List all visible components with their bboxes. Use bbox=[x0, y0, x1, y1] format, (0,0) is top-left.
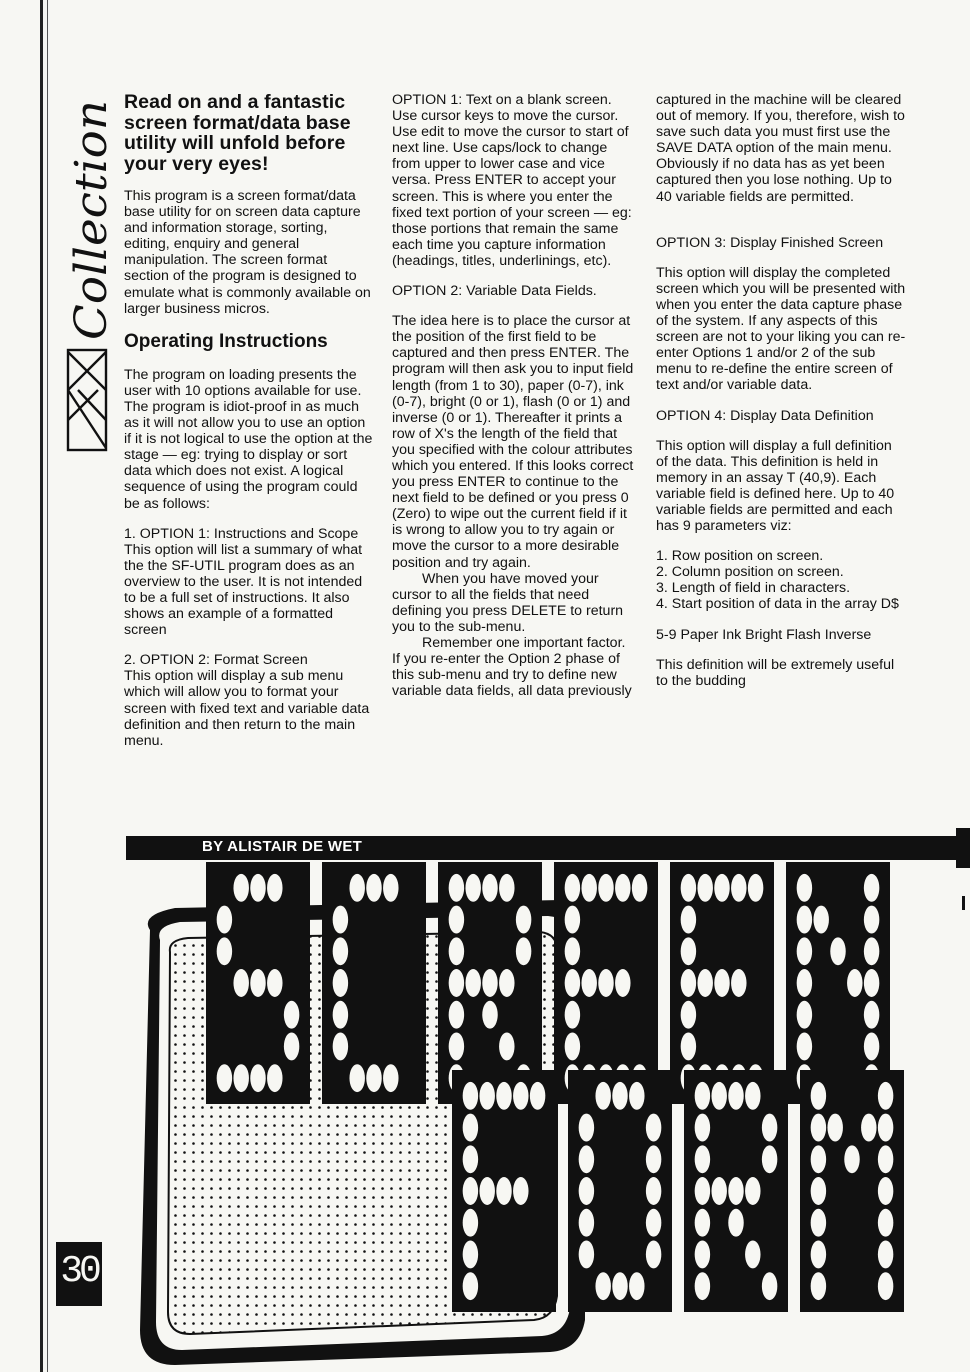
matrix-dot bbox=[797, 874, 812, 902]
matrix-dot bbox=[646, 1177, 661, 1205]
paragraph-continued: captured in the machine will be cleared out of memory. If you, therefore, wish to save such data you must first use the SAVE DATA option of the main menu. Obviously if no data has as yet been captured then you lose nothing. Up to 40 variable fields are permitted. bbox=[656, 92, 905, 205]
option4-body: This option will display a full definition of the data. This definition is held in memory in an assay T (40,9). Each variable field is defined here. Up to 40 variable fields are permitted and each has 9 parameters viz: bbox=[656, 437, 895, 535]
list-item: 4. Start position of data in the array D$ bbox=[656, 596, 899, 613]
matrix-dot bbox=[465, 874, 480, 902]
section-heading: Operating Instructions bbox=[124, 330, 328, 352]
matrix-dot bbox=[629, 1272, 644, 1300]
matrix-dot bbox=[565, 937, 580, 965]
matrix-dot bbox=[864, 1001, 879, 1029]
matrix-dot bbox=[695, 1177, 710, 1205]
matrix-dot bbox=[463, 1209, 478, 1237]
matrix-dot bbox=[250, 1064, 265, 1092]
matrix-dot bbox=[745, 1177, 760, 1205]
matrix-dot bbox=[697, 969, 712, 997]
matrix-dot bbox=[878, 1209, 893, 1237]
matrix-dot bbox=[579, 1209, 594, 1237]
matrix-dot bbox=[333, 1001, 348, 1029]
parameter-list bbox=[656, 548, 906, 612]
matrix-dot bbox=[714, 874, 729, 902]
matrix-dot bbox=[615, 874, 630, 902]
matrix-dot bbox=[813, 906, 828, 934]
option2-title: 2. OPTION 2: Format Screen bbox=[124, 652, 308, 669]
matrix-dot bbox=[233, 874, 248, 902]
column-3 bbox=[656, 92, 906, 703]
matrix-dot bbox=[463, 1082, 478, 1110]
sub-option2-body: The idea here is to place the cursor at the position of the first field to be captured and then press ENTER. The program will then ask you to input field length (from 1 to 30), paper (0-7), ink (0-7), bright (0 or 1), flash (0 or 1) and inverse (0 or 1). Thereafter it prints a row of X's the length of the field that you specified with the colour attributes which you entered. If this looks correct you press ENTER to continue to the next field to be defined or you press 0 (Zero) to wipe out the current field if it is wrong to allow you to try again or move the cursor to a more desirable position and try again. bbox=[392, 313, 634, 571]
matrix-dot bbox=[516, 906, 531, 934]
matrix-dot bbox=[579, 1145, 594, 1173]
matrix-dot bbox=[513, 1082, 528, 1110]
sub-option1-body: Use cursor keys to move the cursor. Use edit to move the cursor to start of next line. Use caps/lock to change from upper to lower case and vice versa. Press ENTER to accept your screen. This is where you enter the fixed text portion of your screen — eg: those portions that remain the same each time you capture information (headings, titles, underlinings, etc). bbox=[392, 108, 632, 269]
matrix-dot bbox=[513, 1177, 528, 1205]
matrix-dot bbox=[762, 1114, 777, 1142]
matrix-dot bbox=[695, 1114, 710, 1142]
matrix-dot bbox=[731, 969, 746, 997]
matrix-dot bbox=[565, 969, 580, 997]
matrix-dot bbox=[449, 874, 464, 902]
sub-option2-title: OPTION 2: Variable Data Fields. bbox=[392, 283, 597, 300]
matrix-dot bbox=[811, 1145, 826, 1173]
matrix-dot bbox=[217, 906, 232, 934]
matrix-dot bbox=[479, 1177, 494, 1205]
matrix-dot bbox=[598, 969, 613, 997]
matrix-dot bbox=[728, 1209, 743, 1237]
matrix-dot bbox=[695, 1209, 710, 1237]
matrix-dot bbox=[811, 1082, 826, 1110]
matrix-dot bbox=[565, 906, 580, 934]
matrix-dot bbox=[383, 1064, 398, 1092]
matrix-dot bbox=[496, 1082, 511, 1110]
page-number-box bbox=[56, 1242, 102, 1306]
matrix-dot bbox=[217, 1064, 232, 1092]
matrix-dot bbox=[864, 969, 879, 997]
matrix-dot bbox=[864, 1032, 879, 1060]
matrix-dot bbox=[366, 1064, 381, 1092]
matrix-dot bbox=[811, 1114, 826, 1142]
matrix-dot bbox=[463, 1145, 478, 1173]
masthead-logo bbox=[62, 90, 112, 460]
matrix-dot bbox=[349, 874, 364, 902]
matrix-dot bbox=[595, 1272, 610, 1300]
matrix-dot bbox=[681, 937, 696, 965]
matrix-dot bbox=[217, 937, 232, 965]
matrix-dot bbox=[811, 1209, 826, 1237]
matrix-dot bbox=[830, 937, 845, 965]
matrix-dot bbox=[681, 969, 696, 997]
matrix-dot bbox=[233, 969, 248, 997]
matrix-dot bbox=[581, 874, 596, 902]
matrix-dot bbox=[482, 969, 497, 997]
option2-body: This option will display a sub menu which will allow you to format your screen with fixed text and variable data definition and then return to the main menu. bbox=[124, 668, 370, 749]
matrix-dot bbox=[728, 1177, 743, 1205]
option3-body: This option will display the completed screen which you will be presented with when you enter the data capture phase of the system. If any aspects of this screen are not to your liking you can re-enter Options 1 and/or 2 of the sub menu to re-define the entire screen of text and/or variable data. bbox=[656, 264, 906, 394]
option1-body: This option will list a summary of what the the SF-UTIL program does as an overview to the user. It is not intended to be a full set of instructions. It also shows an example of a formatted screen bbox=[124, 541, 363, 639]
matrix-dot bbox=[797, 937, 812, 965]
matrix-dot bbox=[748, 874, 763, 902]
matrix-dot bbox=[463, 1114, 478, 1142]
matrix-dot bbox=[646, 1145, 661, 1173]
matrix-dot bbox=[811, 1272, 826, 1300]
matrix-dot bbox=[482, 1001, 497, 1029]
matrix-dot bbox=[333, 969, 348, 997]
matrix-dot bbox=[516, 937, 531, 965]
matrix-dot bbox=[284, 1001, 299, 1029]
matrix-dot bbox=[811, 1177, 826, 1205]
matrix-dot bbox=[333, 937, 348, 965]
matrix-dot bbox=[612, 1272, 627, 1300]
matrix-dot bbox=[878, 1272, 893, 1300]
matrix-dot bbox=[499, 874, 514, 902]
matrix-dot bbox=[565, 1001, 580, 1029]
matrix-dot bbox=[267, 874, 282, 902]
operating-paragraph: The program on loading presents the user with 10 options available for use. The program is idiot-proof in as much as it will not allow you to use an option if it is not logical to use the option at the stage — eg: trying to display or sort data which does not exist. A logical sequence of using the program could be as follows: bbox=[124, 366, 373, 512]
matrix-dot bbox=[762, 1145, 777, 1173]
matrix-dot bbox=[449, 906, 464, 934]
matrix-dot bbox=[463, 1240, 478, 1268]
matrix-dot bbox=[449, 1001, 464, 1029]
matrix-dot bbox=[878, 1240, 893, 1268]
matrix-dot bbox=[479, 1082, 494, 1110]
matrix-dot bbox=[681, 1032, 696, 1060]
matrix-dot bbox=[463, 1272, 478, 1300]
matrix-dot bbox=[579, 1240, 594, 1268]
matrix-dot bbox=[629, 1082, 644, 1110]
matrix-dot bbox=[333, 1032, 348, 1060]
matrix-dot bbox=[333, 906, 348, 934]
matrix-dot bbox=[449, 1032, 464, 1060]
matrix-dot bbox=[681, 906, 696, 934]
matrix-dot bbox=[565, 1032, 580, 1060]
matrix-dot bbox=[864, 874, 879, 902]
matrix-dot bbox=[864, 937, 879, 965]
matrix-dot bbox=[728, 1082, 743, 1110]
matrix-dot bbox=[598, 874, 613, 902]
paragraph-when: When you have moved your cursor to all the fields that need defining you press DELETE to return you to the sub-menu. bbox=[392, 570, 624, 635]
matrix-dot bbox=[681, 874, 696, 902]
matrix-dot bbox=[496, 1177, 511, 1205]
page-number: 30 bbox=[60, 1250, 98, 1293]
byline-bar bbox=[126, 836, 970, 860]
matrix-dot bbox=[695, 1145, 710, 1173]
matrix-dot bbox=[844, 1145, 859, 1173]
matrix-dot bbox=[827, 1114, 842, 1142]
matrix-dot bbox=[449, 969, 464, 997]
matrix-dot bbox=[878, 1082, 893, 1110]
matrix-dot bbox=[463, 1177, 478, 1205]
matrix-dot bbox=[797, 906, 812, 934]
list-item: 1. Row position on screen. bbox=[656, 548, 824, 565]
option4-title: OPTION 4: Display Data Definition bbox=[656, 407, 874, 424]
paragraph-remember: Remember one important factor. If you re-enter the Option 2 phase of this sub-menu and try to define new variable data fields, all data previously bbox=[392, 635, 632, 700]
matrix-dot bbox=[646, 1209, 661, 1237]
matrix-dot bbox=[695, 1082, 710, 1110]
zx-collection-logo-icon bbox=[62, 90, 112, 460]
matrix-dot bbox=[847, 969, 862, 997]
matrix-dot bbox=[797, 1001, 812, 1029]
list-item: 3. Length of field in characters. bbox=[656, 580, 851, 597]
column-2 bbox=[392, 92, 637, 713]
matrix-dot bbox=[579, 1114, 594, 1142]
matrix-dot bbox=[695, 1240, 710, 1268]
list-item: 2. Column position on screen. bbox=[656, 564, 844, 581]
matrix-dot bbox=[646, 1114, 661, 1142]
matrix-dot bbox=[499, 1032, 514, 1060]
matrix-dot bbox=[612, 1082, 627, 1110]
matrix-dot bbox=[581, 969, 596, 997]
matrix-dot bbox=[267, 969, 282, 997]
matrix-dot bbox=[250, 874, 265, 902]
matrix-dot bbox=[731, 874, 746, 902]
matrix-dot bbox=[267, 1064, 282, 1092]
svg-text:Collection: Collection bbox=[66, 114, 112, 340]
matrix-dot bbox=[383, 874, 398, 902]
screen-form-artwork bbox=[0, 860, 970, 1372]
sub-option1-title: OPTION 1: Text on a blank screen. bbox=[392, 92, 612, 108]
option1-title: 1. OPTION 1: Instructions and Scope bbox=[124, 525, 359, 542]
matrix-dot bbox=[711, 1082, 726, 1110]
matrix-dot bbox=[745, 1082, 760, 1110]
column-1 bbox=[124, 92, 374, 763]
matrix-dot bbox=[565, 874, 580, 902]
matrix-dot bbox=[595, 1082, 610, 1110]
matrix-dot bbox=[861, 1114, 876, 1142]
matrix-dot bbox=[482, 874, 497, 902]
matrix-dot bbox=[632, 874, 647, 902]
matrix-dot bbox=[711, 1177, 726, 1205]
matrix-dot bbox=[284, 1032, 299, 1060]
matrix-dot bbox=[797, 969, 812, 997]
matrix-dot bbox=[530, 1082, 545, 1110]
matrix-dot bbox=[579, 1177, 594, 1205]
option3-title: OPTION 3: Display Finished Screen bbox=[656, 234, 884, 251]
intro-paragraph: This program is a screen format/data base utility for on screen data capture and information storage, sorting, editing, enquiry and general manipulation. The screen format section of the program is designed to emulate what is commonly available on larger business micros. bbox=[124, 188, 371, 317]
matrix-dot bbox=[366, 874, 381, 902]
matrix-dot bbox=[615, 969, 630, 997]
matrix-dot bbox=[878, 1114, 893, 1142]
matrix-dot bbox=[465, 969, 480, 997]
matrix-dot bbox=[349, 1064, 364, 1092]
matrix-dot bbox=[878, 1177, 893, 1205]
article-headline: Read on and a fantastic screen format/data base utility will unfold before your very eyes! bbox=[124, 91, 351, 175]
matrix-dot bbox=[681, 1001, 696, 1029]
matrix-dot bbox=[695, 1272, 710, 1300]
matrix-dot bbox=[864, 906, 879, 934]
params-line: 5-9 Paper Ink Bright Flash Inverse bbox=[656, 626, 872, 643]
matrix-dot bbox=[811, 1240, 826, 1268]
matrix-dot bbox=[878, 1145, 893, 1173]
matrix-dot bbox=[762, 1272, 777, 1300]
matrix-dot bbox=[745, 1240, 760, 1268]
matrix-dot bbox=[449, 937, 464, 965]
matrix-dot bbox=[697, 874, 712, 902]
byline: BY ALISTAIR DE WET bbox=[202, 838, 363, 855]
matrix-dot bbox=[499, 969, 514, 997]
matrix-dot bbox=[233, 1064, 248, 1092]
closing-paragraph: This definition will be extremely useful to the budding bbox=[656, 656, 895, 689]
matrix-dot bbox=[646, 1240, 661, 1268]
matrix-dot bbox=[714, 969, 729, 997]
matrix-dot bbox=[250, 969, 265, 997]
matrix-dot bbox=[797, 1032, 812, 1060]
